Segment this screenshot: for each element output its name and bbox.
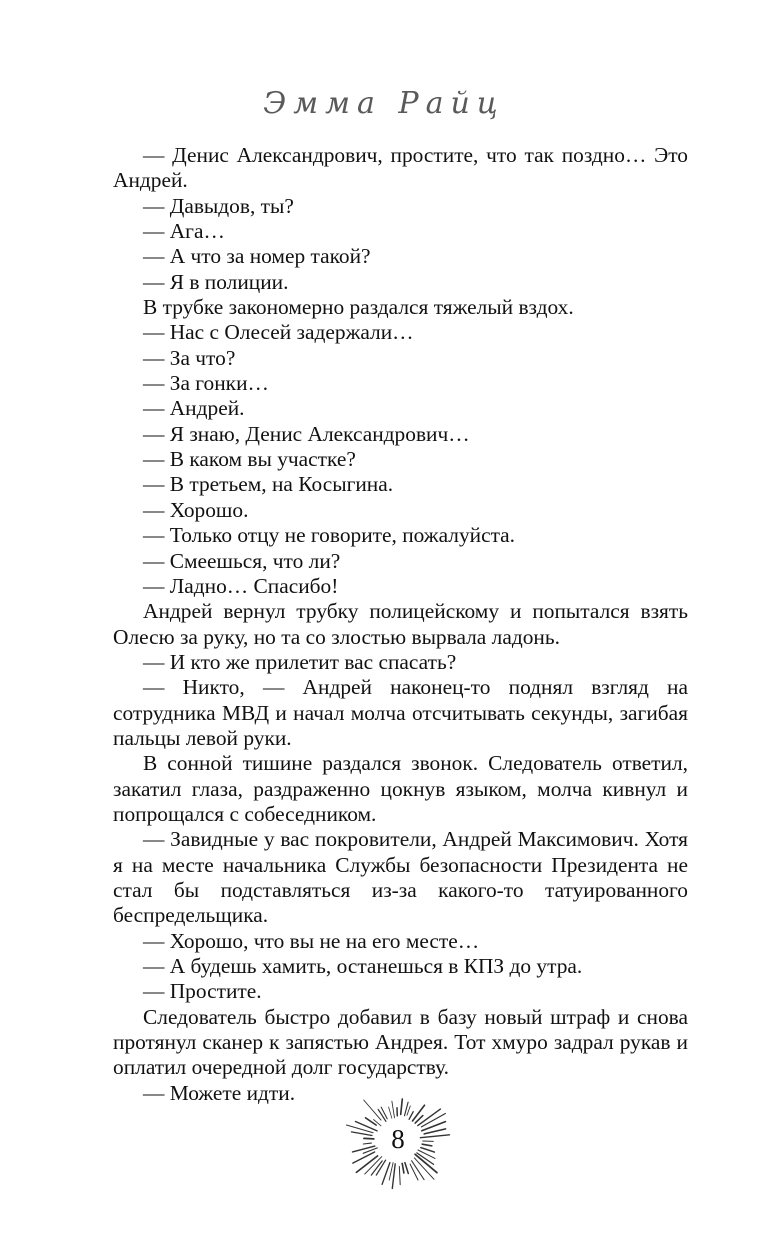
burst-ray bbox=[407, 1106, 410, 1115]
paragraph: — Андрей. bbox=[143, 396, 245, 421]
burst-ray bbox=[401, 1099, 403, 1114]
burst-ray bbox=[381, 1107, 387, 1119]
paragraph: — Только отцу не говорите, пожалуйста. bbox=[143, 523, 516, 548]
paragraph: В сонной тишине раздался звонок. Следователь ответил, закатил глаза, раздраженно цокнув языком, молча кивнул и попрощался с собеседником. bbox=[113, 751, 688, 826]
page-number: 8 bbox=[391, 1124, 405, 1154]
paragraph: — А будешь хамить, останешься в КПЗ до утра. bbox=[143, 954, 583, 978]
burst-ray bbox=[409, 1112, 413, 1120]
burst-ray bbox=[413, 1105, 425, 1121]
page-number-ornament bbox=[340, 1082, 456, 1198]
burst-ray bbox=[392, 1101, 395, 1118]
paragraph: — А что за номер такой? bbox=[143, 244, 371, 269]
paragraph: — Давыдов, ты? bbox=[143, 193, 294, 218]
paragraph: — Нас с Олесей задержали… bbox=[143, 320, 414, 345]
body-text bbox=[113, 143, 688, 1106]
paragraph: — Денис Александрович, простите, что так поздно… Это Андрей. bbox=[113, 143, 688, 193]
paragraph: Андрей вернул трубку полицейскому и попытался взять Олесю за руку, но та со злостью вырвала ладонь. bbox=[113, 599, 688, 649]
paragraph: — Простите. bbox=[143, 979, 262, 1004]
burst-ray bbox=[399, 1166, 400, 1184]
paragraph: — Ага… bbox=[143, 219, 225, 244]
paragraph: — И кто же прилетит вас спасать? bbox=[143, 649, 457, 674]
paragraph: — Хорошо. bbox=[143, 497, 249, 522]
paragraph: — Смеешься, что ли? bbox=[143, 548, 341, 573]
paragraph: — Можете идти. bbox=[143, 1080, 296, 1105]
paragraph: — Ладно… Спасибо! bbox=[143, 573, 339, 598]
burst-ray bbox=[378, 1109, 386, 1121]
running-head-author: Эмма Райц bbox=[263, 86, 505, 121]
burst-ray bbox=[389, 1107, 392, 1118]
burst-ray bbox=[389, 1163, 393, 1181]
paragraph: В трубке закономерно раздался тяжелый вздох. bbox=[143, 295, 574, 320]
paragraph: — Я знаю, Денис Александрович… bbox=[143, 421, 470, 446]
paragraph: — За гонки… bbox=[143, 371, 269, 396]
burst-ray bbox=[382, 1163, 390, 1185]
paragraph: — Я в полиции. bbox=[143, 269, 289, 294]
paragraph: — Хорошо, что вы не на его месте… bbox=[143, 928, 480, 953]
paragraph: — В третьем, на Косыгина. bbox=[143, 472, 394, 497]
paragraph: Следователь быстро добавил в базу новый штраф и снова протянул сканер к запястью Андрея. Тот хмуро задрал рукав и оплатил очередной долг государству. bbox=[113, 1004, 688, 1080]
paragraph: — Завидные у вас покровители, Андрей Максимович. Хотя я на месте начальника Службы безопасности Президента не стал бы подставляться из-за какого-то татуированного беспредельщика. bbox=[113, 827, 688, 928]
burst-ray bbox=[392, 1164, 395, 1189]
burst-ray bbox=[402, 1163, 404, 1173]
burst-ray bbox=[405, 1163, 408, 1174]
paragraph: — В каком вы участке? bbox=[143, 447, 356, 472]
paragraph: — За что? bbox=[143, 345, 236, 370]
paragraph: — Никто, — Андрей наконец-то поднял взгляд на сотрудника МВД и начал молча отсчитывать секунды, загибая пальцы левой руки. bbox=[113, 675, 688, 750]
burst-ray bbox=[410, 1164, 418, 1180]
